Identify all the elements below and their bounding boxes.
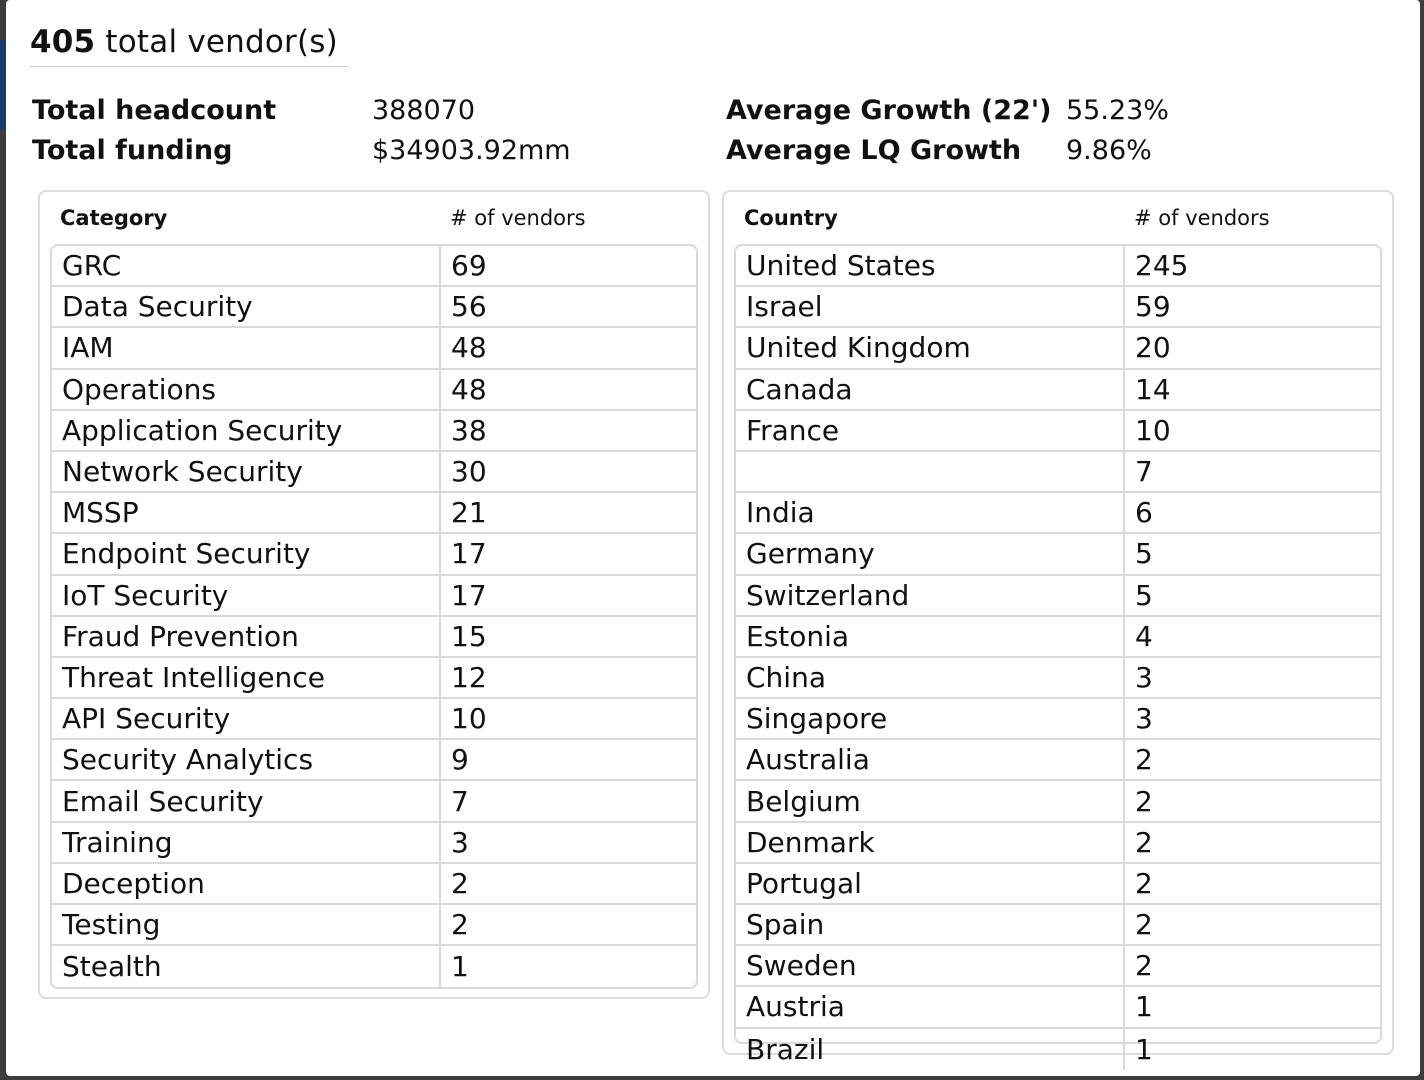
stat-label: Average Growth (22') (726, 94, 1052, 126)
category-table (50, 244, 698, 989)
table-row (52, 699, 696, 740)
row-count-cell: 2 (451, 908, 469, 942)
row-count-cell: 2 (1135, 949, 1153, 983)
row-name-cell: United States (736, 246, 1125, 285)
row-name-cell: MSSP (52, 493, 441, 532)
table-row (52, 823, 696, 864)
category-column-header: Category (60, 206, 168, 230)
table-row (736, 658, 1380, 699)
table-row (52, 617, 696, 658)
row-count-cell: 48 (451, 331, 487, 365)
row-count-cell: 7 (451, 784, 469, 818)
row-count-cell: 5 (1135, 578, 1153, 612)
row-count-cell: 1 (1135, 990, 1153, 1024)
row-name-cell: GRC (52, 246, 441, 285)
row-count-cell: 2 (451, 866, 469, 900)
table-row (52, 534, 696, 575)
table-row (736, 370, 1380, 411)
row-count-cell: 7 (1135, 455, 1153, 489)
row-count-cell: 14 (1135, 372, 1171, 406)
row-count-cell: 20 (1135, 331, 1171, 365)
row-count-cell: 245 (1135, 249, 1189, 283)
table-row (736, 823, 1380, 864)
row-count-cell: 17 (451, 578, 487, 612)
stat-label: Average LQ Growth (726, 134, 1022, 166)
table-row (736, 987, 1380, 1028)
table-row (736, 1029, 1380, 1070)
table-row (736, 576, 1380, 617)
row-name-cell: India (736, 493, 1125, 532)
table-row (736, 617, 1380, 658)
row-count-cell: 1 (1135, 1032, 1153, 1066)
row-name-cell: Israel (736, 287, 1125, 326)
table-row (52, 246, 696, 287)
row-name-cell: Estonia (736, 617, 1125, 656)
row-name-cell: Threat Intelligence (52, 658, 441, 697)
row-name-cell: Germany (736, 534, 1125, 573)
row-count-cell: 10 (1135, 413, 1171, 447)
country-table-header (744, 206, 1270, 230)
row-name-cell: Switzerland (736, 576, 1125, 615)
row-count-cell: 69 (451, 249, 487, 283)
row-count-cell: 3 (1135, 660, 1153, 694)
row-count-cell: 4 (1135, 619, 1153, 653)
stat-average-lq-growth (726, 130, 1169, 170)
row-name-cell: Spain (736, 905, 1125, 944)
row-name-cell: Denmark (736, 823, 1125, 862)
table-row (52, 328, 696, 369)
table-row (52, 864, 696, 905)
category-panel (38, 190, 710, 999)
table-row (736, 411, 1380, 452)
row-name-cell: Security Analytics (52, 740, 441, 779)
row-count-cell: 15 (451, 619, 487, 653)
stat-total-headcount (32, 90, 571, 130)
row-count-cell: 12 (451, 660, 487, 694)
row-name-cell: Sweden (736, 946, 1125, 985)
row-count-cell: 21 (451, 496, 487, 530)
row-name-cell: Operations (52, 370, 441, 409)
table-row (52, 452, 696, 493)
table-row (52, 905, 696, 946)
stat-value: $34903.92mm (372, 134, 571, 166)
row-name-cell: Network Security (52, 452, 441, 491)
table-row (736, 740, 1380, 781)
table-row (736, 534, 1380, 575)
row-name-cell: IoT Security (52, 576, 441, 615)
row-name-cell: Belgium (736, 781, 1125, 820)
row-count-cell: 38 (451, 413, 487, 447)
row-name-cell (736, 452, 1125, 491)
stats-right (726, 90, 1169, 170)
stat-value: 9.86% (1066, 134, 1152, 166)
row-name-cell: IAM (52, 328, 441, 367)
table-row (52, 370, 696, 411)
modal-title (30, 24, 348, 67)
table-row (736, 781, 1380, 822)
category-table-header (60, 206, 586, 230)
row-count-cell: 2 (1135, 908, 1153, 942)
row-count-cell: 2 (1135, 784, 1153, 818)
table-row (736, 452, 1380, 493)
row-count-cell: 1 (451, 950, 469, 984)
row-count-cell: 2 (1135, 825, 1153, 859)
row-name-cell: Austria (736, 987, 1125, 1026)
row-name-cell: France (736, 411, 1125, 450)
row-name-cell: API Security (52, 699, 441, 738)
row-name-cell: Data Security (52, 287, 441, 326)
row-name-cell: Testing (52, 905, 441, 944)
vendor-count: 405 (30, 24, 96, 60)
row-count-cell: 9 (451, 743, 469, 777)
row-name-cell: Singapore (736, 699, 1125, 738)
row-count-cell: 56 (451, 290, 487, 324)
country-count-column-header: # of vendors (1134, 206, 1270, 230)
row-name-cell: Email Security (52, 781, 441, 820)
row-name-cell: Stealth (52, 946, 441, 987)
table-row (736, 287, 1380, 328)
country-panel (722, 190, 1394, 1066)
stat-value: 388070 (372, 94, 476, 126)
table-row (52, 411, 696, 452)
row-count-cell: 3 (1135, 702, 1153, 736)
stats-left (32, 90, 571, 170)
row-count-cell: 30 (451, 455, 487, 489)
row-name-cell: Canada (736, 370, 1125, 409)
stat-average-growth (726, 90, 1169, 130)
table-row (52, 493, 696, 534)
row-count-cell: 48 (451, 372, 487, 406)
vendor-summary-modal (6, 0, 1420, 1076)
row-name-cell: Brazil (736, 1029, 1125, 1070)
row-count-cell: 59 (1135, 290, 1171, 324)
row-count-cell: 17 (451, 537, 487, 571)
row-count-cell: 5 (1135, 537, 1153, 571)
row-name-cell: Deception (52, 864, 441, 903)
table-row (736, 864, 1380, 905)
row-name-cell: United Kingdom (736, 328, 1125, 367)
stat-label: Total funding (32, 134, 233, 166)
vendor-count-suffix: total vendor(s) (105, 24, 338, 60)
table-row (52, 576, 696, 617)
country-column-header: Country (744, 206, 838, 230)
table-row (736, 946, 1380, 987)
row-name-cell: Portugal (736, 864, 1125, 903)
table-row (736, 246, 1380, 287)
row-count-cell: 6 (1135, 496, 1153, 530)
row-count-cell: 3 (451, 825, 469, 859)
table-row (736, 493, 1380, 534)
table-row (52, 946, 696, 987)
row-name-cell: Australia (736, 740, 1125, 779)
table-row (52, 740, 696, 781)
row-name-cell: Endpoint Security (52, 534, 441, 573)
table-row (736, 328, 1380, 369)
stat-label: Total headcount (32, 94, 277, 126)
stat-value: 55.23% (1066, 94, 1169, 126)
row-name-cell: Application Security (52, 411, 441, 450)
table-row (52, 287, 696, 328)
row-name-cell: China (736, 658, 1125, 697)
table-row (52, 781, 696, 822)
country-table[interactable] (734, 244, 1382, 1066)
row-count-cell: 2 (1135, 866, 1153, 900)
row-count-cell: 10 (451, 702, 487, 736)
category-count-column-header: # of vendors (450, 206, 586, 230)
table-row (736, 699, 1380, 740)
row-name-cell: Fraud Prevention (52, 617, 441, 656)
table-row (736, 905, 1380, 946)
stat-total-funding (32, 130, 571, 170)
row-name-cell: Training (52, 823, 441, 862)
table-row (52, 658, 696, 699)
row-count-cell: 2 (1135, 743, 1153, 777)
